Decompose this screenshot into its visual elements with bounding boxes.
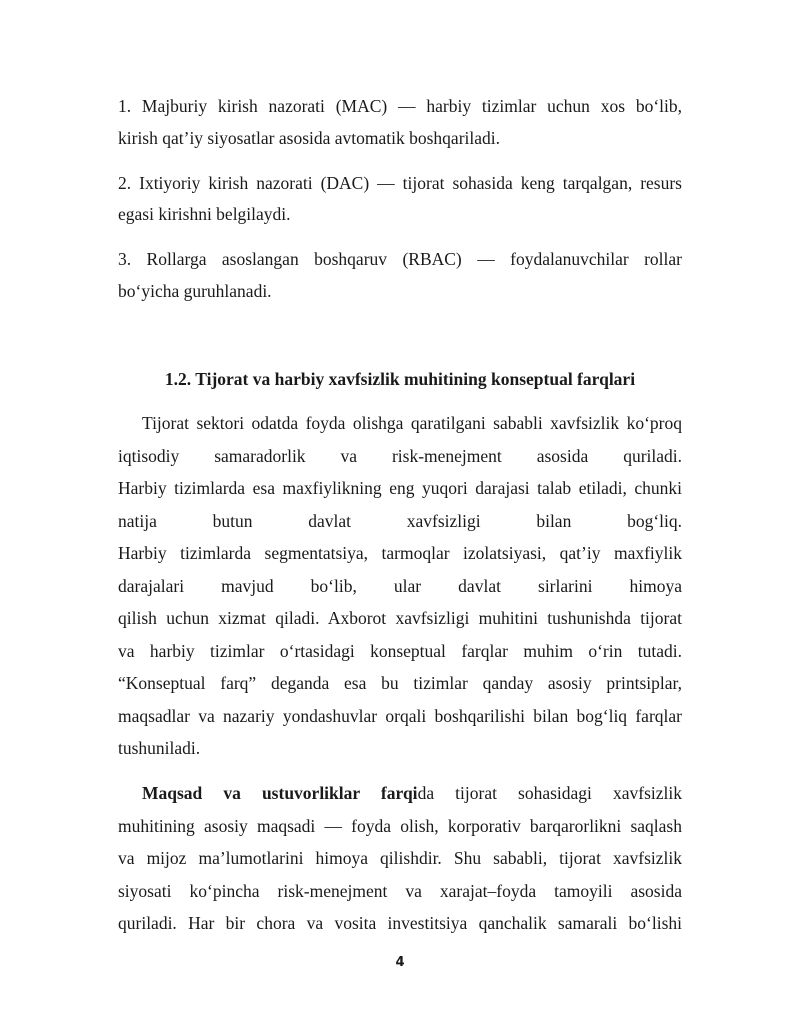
paragraph1-line: va harbiy tizimlar o‘rtasidagi konseptual farqlar muhim o‘rin tutadi. [118,641,682,661]
paragraph2-lead-line [142,783,682,803]
list-item-2-line-2: egasi kirishni belgilaydi. [118,204,291,224]
list-item-2-line-1: 2. Ixtiyoriy kirish nazorati (DAC) — tijorat sohasida keng tarqalgan, resurs [118,173,682,193]
paragraph2-line: quriladi. Har bir chora va vosita investitsiya qanchalik samarali bo‘lishi [118,913,682,933]
paragraph1-line: maqsadlar va nazariy yondashuvlar orqali boshqarilishi bilan bog‘liq farqlar [118,706,682,726]
paragraph1-line: tushuniladi. [118,738,201,758]
list-item-3-line-1: 3. Rollarga asoslangan boshqaruv (RBAC) — foydalanuvchilar rollar [118,249,682,269]
page-number: 4 [395,955,405,970]
paragraph1-line: Harbiy tizimlarda segmentatsiya, tarmoqlar izolatsiyasi, qat’iy maxfiylik [118,543,682,563]
list-item-1-line-2: kirish qat’iy siyosatlar asosida avtomatik boshqariladi. [118,128,501,148]
paragraph1-line: “Konseptual farq” deganda esa bu tizimlar qanday asosiy printsiplar, [118,673,682,693]
paragraph1-line: qilish uchun xizmat qiladi. Axborot xavfsizligi muhitini tushunishda tijorat [118,608,682,628]
paragraph2-bold-lead: Maqsad va ustuvorliklar farqi [142,783,418,803]
paragraph1-line: darajalari mavjud bo‘lib, ular davlat sirlarini himoya [118,576,682,596]
paragraph1-line: Tijorat sektori odatda foyda olishga qaratilgani sababli xavfsizlik ko‘proq [142,413,682,433]
paragraph1-line: iqtisodiy samaradorlik va risk-menejment asosida quriladi. [118,446,682,466]
list-item-3-line-2: bo‘yicha guruhlanadi. [118,281,272,301]
paragraph2-line: muhitining asosiy maqsadi — foyda olish, korporativ barqarorlikni saqlash [118,816,682,836]
paragraph2-line: siyosati ko‘pincha risk-menejment va xarajat–foyda tamoyili asosida [118,881,682,901]
paragraph1-line: Harbiy tizimlarda esa maxfiylikning eng yuqori darajasi talab etiladi, chunki [118,478,682,498]
paragraph1-line: natija butun davlat xavfsizligi bilan bog‘liq. [118,511,682,531]
paragraph2-lead-rest: da tijorat sohasidagi xavfsizlik [417,783,683,803]
list-item-1-line-1: 1. Majburiy kirish nazorati (MAC) — harbiy tizimlar uchun xos bo‘lib, [118,96,682,116]
section-heading: 1.2. Tijorat va harbiy xavfsizlik muhitining konseptual farqlari [164,369,636,389]
paragraph2-line: va mijoz ma’lumotlarini himoya qilishdir. Shu sababli, tijorat xavfsizlik [118,848,682,868]
